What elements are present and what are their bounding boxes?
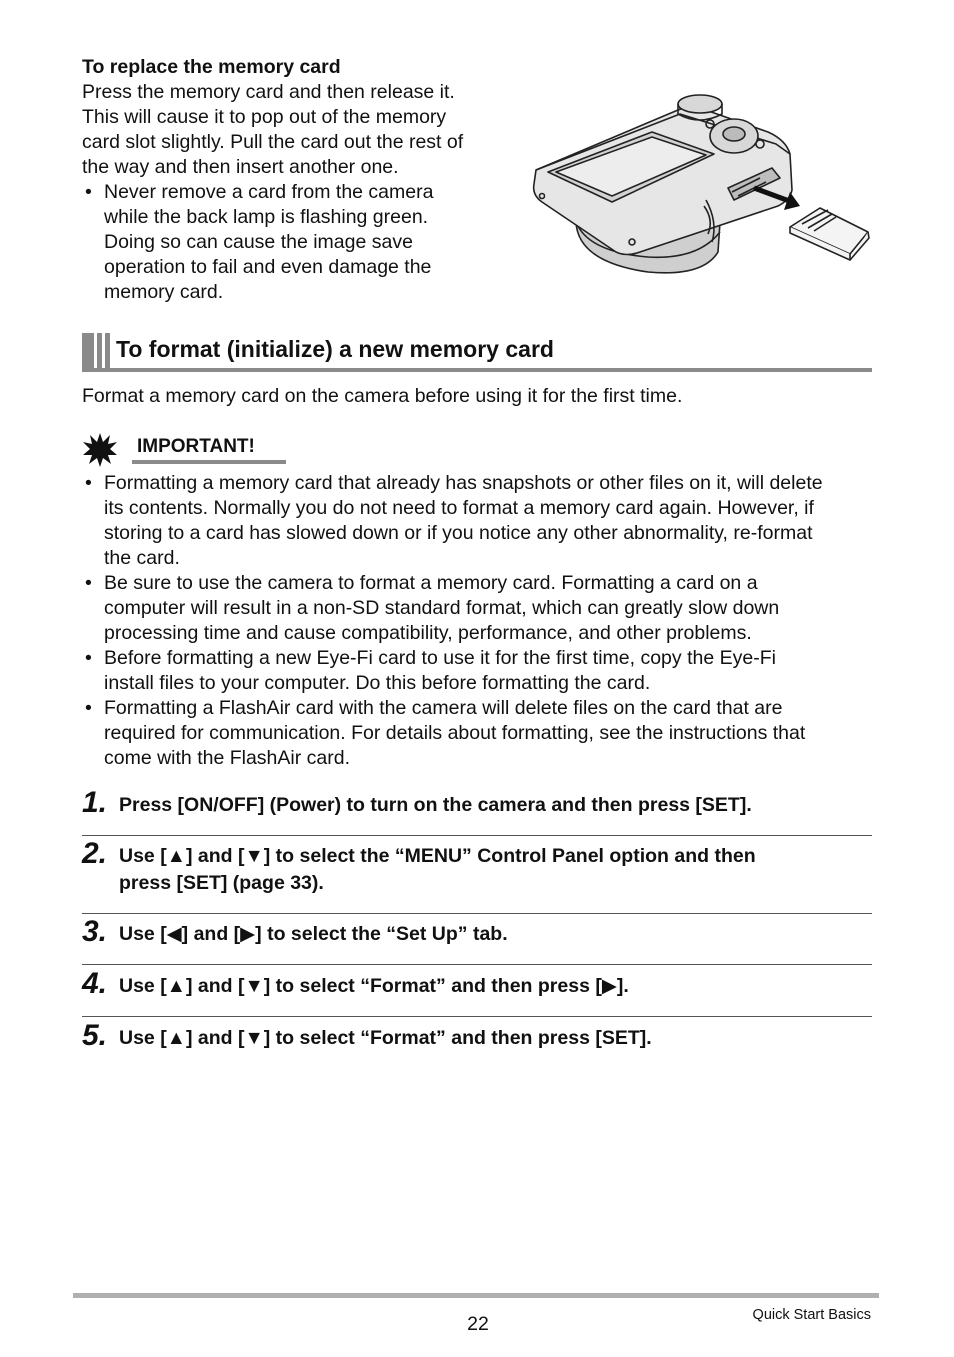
text-line: its contents. Normally you do not need to format a memory card again. However, if [104, 497, 814, 519]
text-line: Never remove a card from the camera [104, 181, 434, 203]
text-line: memory card. [104, 281, 224, 303]
step-number: 3. [82, 915, 108, 948]
step-divider [82, 835, 872, 836]
footer-section-name: Quick Start Basics [752, 1307, 871, 1323]
step-divider [82, 913, 872, 914]
text-line: Use [▲] and [▼] to select “Format” and then press [▶]. [119, 975, 629, 997]
text-line: Use [◀] and [▶] to select the “Set Up” tab. [119, 923, 508, 945]
heading-bars-icon [82, 333, 112, 369]
text-line: while the back lamp is flashing green. [104, 206, 429, 228]
format-section-heading [82, 333, 872, 373]
bullet-dot: • [85, 472, 92, 494]
replace-card-warning-bullet [82, 180, 497, 305]
list-item [82, 646, 877, 696]
important-list [82, 471, 877, 771]
step-text [119, 973, 869, 1000]
step-divider [82, 1016, 872, 1017]
step-text [119, 921, 869, 948]
text-line: Doing so can cause the image save [104, 231, 413, 253]
text-line: required for communication. For details about formatting, see the instructions that [104, 722, 806, 744]
format-heading-title: To format (initialize) a new memory card [116, 336, 554, 362]
starburst-icon [82, 432, 118, 468]
text-line: Formatting a memory card that already has snapshots or other files on it, will delete [104, 472, 823, 494]
text-line: card slot slightly. Pull the card out the rest of [82, 131, 464, 153]
replace-card-section [82, 55, 497, 305]
text-line: the card. [104, 547, 180, 569]
step-text [119, 1025, 869, 1052]
text-line: Use [▲] and [▼] to select “Format” and then press [SET]. [119, 1027, 652, 1049]
step-number: 5. [82, 1019, 108, 1052]
step-text [119, 843, 869, 897]
footer-rule [73, 1293, 879, 1298]
text-line: processing time and cause compatibility, performance, and other problems. [104, 622, 752, 644]
text-line: This will cause it to pop out of the memory [82, 106, 447, 128]
heading-underline [82, 368, 872, 372]
text-line: the way and then insert another one. [82, 156, 399, 178]
page-number: 22 [467, 1313, 489, 1335]
step-number: 2. [82, 837, 108, 870]
text-line: press [SET] (page 33). [119, 872, 324, 894]
text-line: Press [ON/OFF] (Power) to turn on the camera and then press [SET]. [119, 794, 752, 816]
text-line: Be sure to use the camera to format a memory card. Formatting a card on a [104, 572, 758, 594]
text-line: Before formatting a new Eye-Fi card to use it for the first time, copy the Eye-Fi [104, 647, 776, 669]
step-number: 4. [82, 967, 108, 1000]
format-intro-text: Format a memory card on the camera before using it for the first time. [82, 385, 683, 407]
step-number: 1. [82, 786, 108, 819]
text-line: come with the FlashAir card. [104, 747, 351, 769]
step-text [119, 792, 869, 819]
bullet-dot: • [85, 572, 92, 594]
text-line: Press the memory card and then release it. [82, 81, 455, 103]
important-callout [82, 432, 287, 468]
step-divider [82, 964, 872, 965]
text-line: storing to a card has slowed down or if you notice any other abnormality, re-format [104, 522, 813, 544]
text-line: Formatting a FlashAir card with the camera will delete files on the card that are [104, 697, 783, 719]
list-item [82, 571, 877, 646]
important-underline [132, 460, 286, 464]
list-item [82, 696, 877, 771]
bullet-dot: • [85, 697, 92, 719]
text-line: Use [▲] and [▼] to select the “MENU” Control Panel option and then [119, 845, 756, 867]
memory-card-icon [790, 208, 869, 260]
important-label: IMPORTANT! [137, 436, 255, 457]
text-line: install files to your computer. Do this before formatting the card. [104, 672, 651, 694]
replace-card-heading: To replace the memory card [82, 56, 341, 78]
text-line: operation to fail and even damage the [104, 256, 432, 278]
replace-card-paragraph [82, 80, 497, 180]
text-line: computer will result in a non-SD standard format, which can greatly slow down [104, 597, 780, 619]
list-item [82, 471, 877, 571]
bullet-dot: • [85, 647, 92, 669]
camera-card-illustration [528, 92, 873, 277]
bullet-dot: • [85, 181, 92, 203]
